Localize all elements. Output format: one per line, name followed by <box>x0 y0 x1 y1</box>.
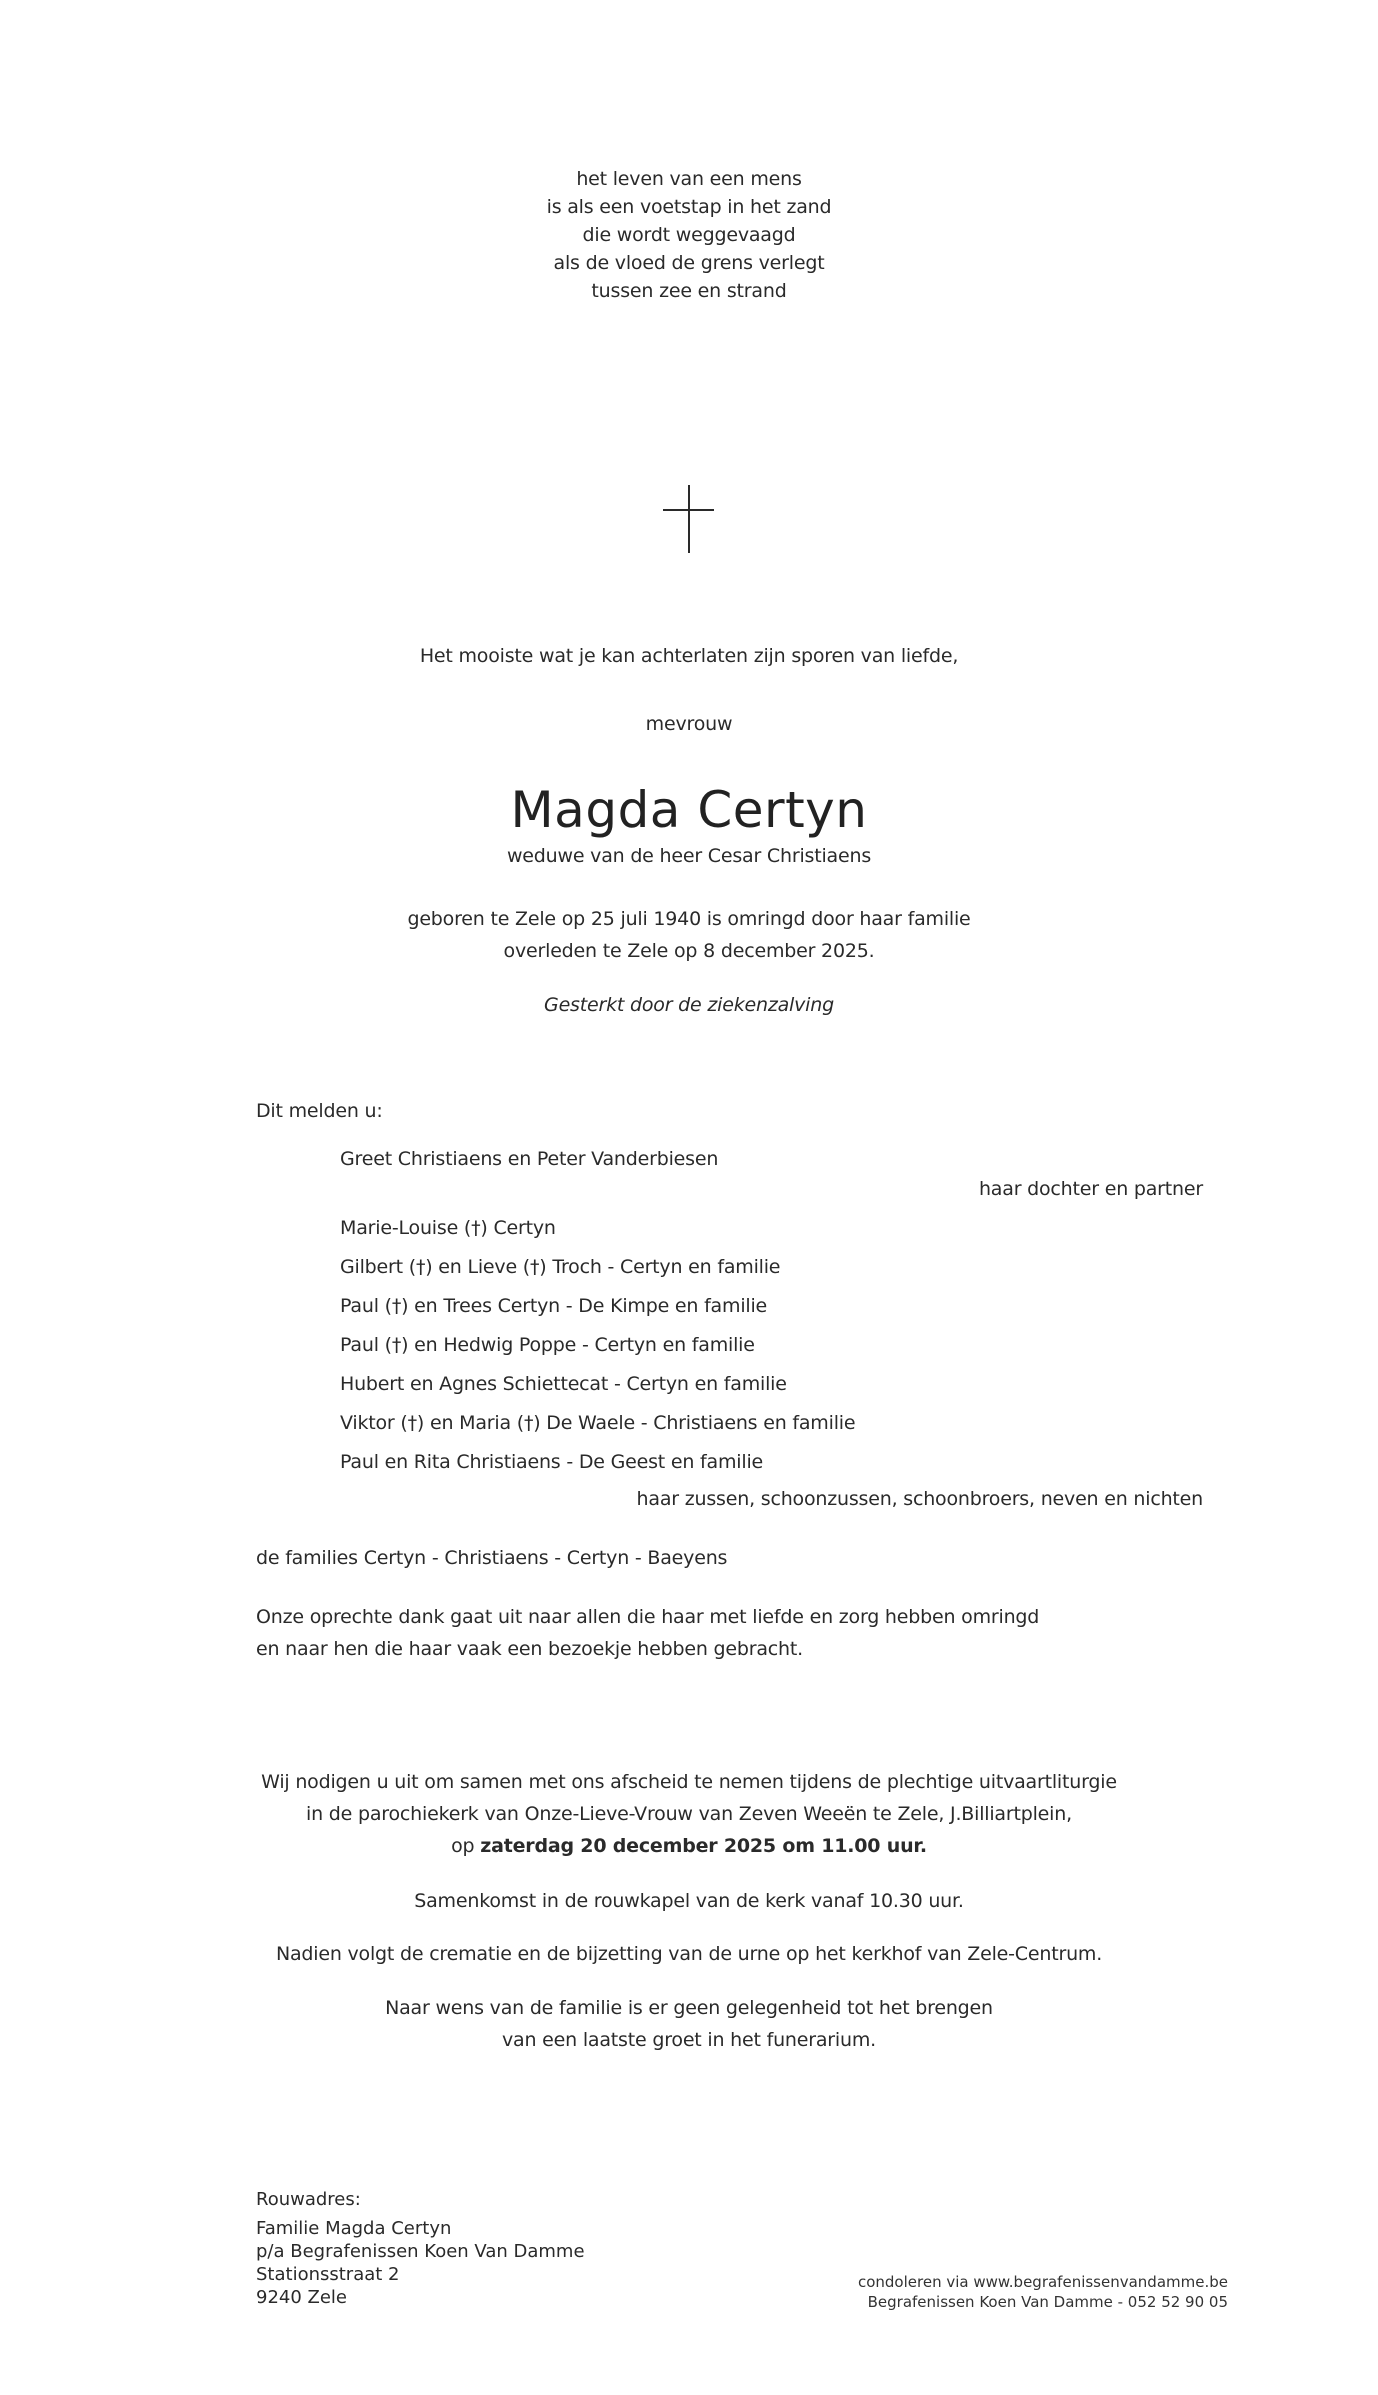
invitation-prefix: op <box>451 1835 481 1857</box>
cremation-line: Nadien volgt de crematie en de bijzetting van de urne op het kerkhof van Zele-Centrum. <box>275 1943 1103 1965</box>
children-relation: haar dochter en partner <box>978 1178 1203 1200</box>
address-line: Stationsstraat 2 <box>256 2264 400 2285</box>
condolence-link[interactable]: condoleren via www.begrafenissenvandamme.be <box>857 2273 1228 2291</box>
invitation-line: in de parochiekerk van Onze-Lieve-Vrouw van Zeven Weeën te Zele, J.Billiartplein, <box>306 1803 1072 1825</box>
poem-line: als de vloed de grens verlegt <box>553 252 825 274</box>
address-line: Familie Magda Certyn <box>256 2218 452 2239</box>
thanks-line: en naar hen die haar vaak een bezoekje hebben gebracht. <box>256 1638 803 1660</box>
sibling-entry: Paul en Rita Christiaens - De Geest en familie <box>340 1451 764 1473</box>
sibling-entry: Paul (†) en Trees Certyn - De Kimpe en familie <box>340 1295 768 1317</box>
address-label: Rouwadres: <box>256 2189 361 2210</box>
sacrament-line: Gesterkt door de ziekenzalving <box>544 994 834 1016</box>
funeral-home-note: Naar wens van de familie is er geen gelegenheid tot het brengen <box>385 1997 993 2019</box>
siblings-relation: haar zussen, schoonzussen, schoonbroers, neven en nichten <box>636 1488 1203 1510</box>
address-line: 9240 Zele <box>256 2287 348 2308</box>
sibling-entry: Marie-Louise (†) Certyn <box>340 1217 556 1239</box>
title-prefix: mevrouw <box>645 713 733 735</box>
thanks-line: Onze oprechte dank gaat uit naar allen die haar met liefde en zorg hebben omringd <box>256 1606 1040 1628</box>
spouse-line: weduwe van de heer Cesar Christiaens <box>506 845 872 867</box>
families-line: de families Certyn - Christiaens - Certyn - Baeyens <box>256 1547 728 1569</box>
funeral-home-note: van een laatste groet in het funerarium. <box>502 2029 876 2051</box>
undertaker-contact: Begrafenissen Koen Van Damme - 052 52 90 05 <box>867 2293 1228 2311</box>
cross-icon <box>663 485 714 553</box>
birth-line: geboren te Zele op 25 juli 1940 is omringd door haar familie <box>407 908 971 930</box>
poem-line: die wordt weggevaagd <box>582 224 796 246</box>
service-datetime: zaterdag 20 december 2025 om 11.00 uur. <box>480 1835 927 1857</box>
children-names: Greet Christiaens en Peter Vanderbiesen <box>340 1148 719 1170</box>
poem-line: is als een voetstap in het zand <box>546 196 832 218</box>
motto: Het mooiste wat je kan achterlaten zijn sporen van liefde, <box>419 645 959 667</box>
gathering-line: Samenkomst in de rouwkapel van de kerk vanaf 10.30 uur. <box>414 1890 964 1912</box>
death-line: overleden te Zele op 8 december 2025. <box>503 940 875 962</box>
mourning-address <box>256 2188 585 2309</box>
deceased-name: Magda Certyn <box>510 781 868 839</box>
announce-label: Dit melden u: <box>256 1100 383 1122</box>
sibling-entry: Paul (†) en Hedwig Poppe - Certyn en familie <box>340 1334 755 1356</box>
sibling-entry: Gilbert (†) en Lieve (†) Troch - Certyn en familie <box>340 1256 781 1278</box>
poem <box>0 165 1378 305</box>
sibling-entry: Viktor (†) en Maria (†) De Waele - Christiaens en familie <box>340 1412 856 1434</box>
poem-line: het leven van een mens <box>576 168 802 190</box>
invitation-line: Wij nodigen u uit om samen met ons afscheid te nemen tijdens de plechtige uitvaartliturgie <box>261 1771 1117 1793</box>
invitation-date-line <box>0 1832 1378 1860</box>
address-line: p/a Begrafenissen Koen Van Damme <box>256 2241 585 2262</box>
poem-line: tussen zee en strand <box>591 280 787 302</box>
footer <box>858 2272 1228 2312</box>
sibling-entry: Hubert en Agnes Schiettecat - Certyn en familie <box>340 1373 787 1395</box>
